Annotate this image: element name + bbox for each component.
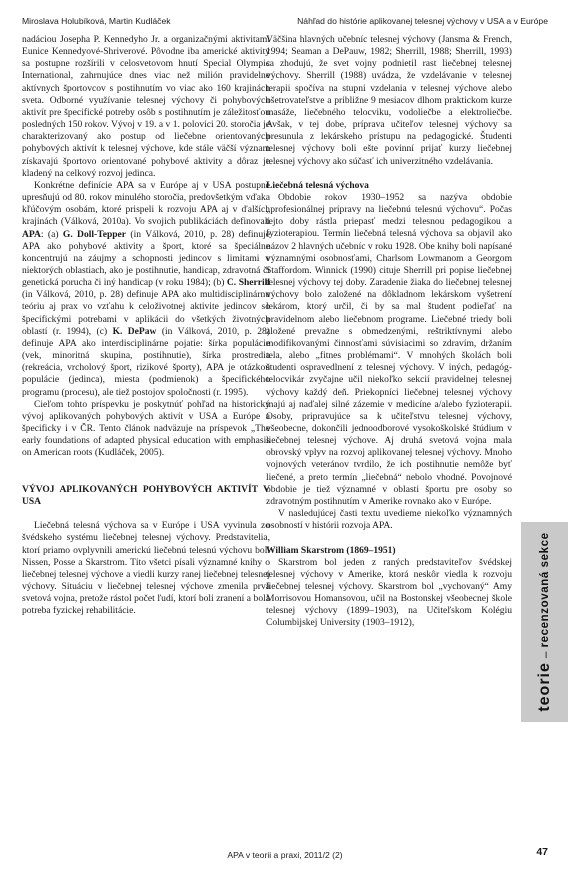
section-tab-dash: – [537,651,552,659]
spacer [266,532,512,544]
text-run: (in Válková, 2010, p. 28) definuje APA ako pohybové aktivity a šport, ktoré sa špeciálne koncentrujú na záujmy a schopnosti jedincov s limitami v niektorých oblastiach, ako je postihnutie, handicap, zdravotná či genetická porucha či iný handicap (v roku 1984); (b) [22,228,270,289]
text-run: Konkrétne definície APA sa v Európe aj v USA postupne upresňujú od 80. rokov minulého storočia, predovšetkým vďaka kľúčovým osobám, ktoré prispeli k rozvoju APA aj v ďalších krajinách (Válková, 2010a). Vo svojich publikáciách definovali [22,179,270,228]
paragraph-definitions [22,180,270,399]
spacer [266,168,512,180]
header-authors: Miroslava Holubíková, Martin Kudláček [22,16,171,26]
bold-term: APA [22,228,41,240]
text-run: (in Válková, 2010, p. 28) definuje APA ako multidisciplinárnu teóriu aj prax vo vzťahu k celoživotnej aktivite jedincov so špecifickými potrebami v aplikácii do všetkých životných oblastí (r. 1994), (c) [22,289,270,337]
section-heading: VÝVOJ APLIKOVANÝCH POHYBOVÝCH AKTIVÍT V USA [22,484,270,507]
section-tab [521,522,568,722]
section-tab-sub: recenzovaná sekce [538,532,551,648]
page-number: 47 [536,846,548,858]
footer-journal: APA v teorii a praxi, 2011/2 (2) [227,850,343,860]
paragraph: Liečebná telesná výchova sa v Európe i USA vyvinula zo švédskeho systému liečebnej telesnej výchovy. Predstavitelia, ktorí priamo ovplyvnili americkú liečebnú telesnú výchovu boli Nissen, Posse a Skarstrom. Títo všetci písali významné knihy o liečebnej telesnej výchove a viedli kurzy ranej liečebnej telesnej výchovy. Situáciu v liečebnej telesnej výchove zmenila prvá svetová vojna, pretože rástol počet ľudí, ktorí boli zranení a bola potreba fyzickej rehabilitácie. [22,520,270,617]
section-tab-label [521,522,568,722]
paragraph: V nasledujúcej časti textu uvedieme niekoľko významných osobností v histórii rozvoja APA. [266,508,512,532]
text-run: (in Válková, 2010, p. 28) definuje APA ako interdisciplinárne pojatie: šírka populácie (vek, minoritná skupina, postihnutie), šírka prostredia (rekreácia, vrcholový šport, rizikové športy), APA je otázkou populácie (jedinca), miesta (podmienok) a špecifického programu (procesu), ale tiež postojov spoločnosti (r. 1995). [22,325,270,398]
left-column [22,34,270,617]
subsection-heading: William Skarstrom (1869–1951) [266,545,396,556]
section-tab-main: teorie [535,662,553,712]
spacer [22,459,270,483]
right-column [266,34,512,630]
paragraph: Väčšina hlavných učebníc telesnej výchovy (Jansma & French, 1994; Seaman a DePauw, 1982; Sherrill, 1988; Sherrill, 1993) sa zhodujú, že svet vojny podnietil rast liečebnej telesnej výchovy. Sherrill (1988) uvádza, že vzdelávanie v telesnej terapii spočíva na stupni vzdelania v telesnej výchove alebo ošetrovateľstve a približne 9 mesiacov dlhom praktickom kurze masáže, liečebného telocviku, vodoliečbe a elektroliečbe. Avšak, v tej dobe, príprava učiteľov telesnej výchovy sa presunula z lekárskeho prístupu na pedagogické. Študenti telesnej výchovy boli ešte povinní prijať kurzy liečebnej telesnej výchovy ako súčasť ich univerzitného vzdelávania. [266,34,512,167]
bold-name: C. Sherrill [226,277,270,289]
bold-name: K. DePaw [112,325,157,337]
paragraph: nadáciou Josepha P. Kennedyho Jr. a organizačnými aktivitami Eunice Kennedyové-Shriverové. Pôvodne iba americké aktivity sa postupne rozšírili v celosvetovom hnutí Special Olympic International, zahrnujúce dnes viac než milión pravidelne aktívnych športovcov s postihnutím vo viac ako 160 krajinách sveta. Odborné využívanie telesnej výchovy či pohybových aktivít pre špecifické potreby osôb s postihnutím je záležitosťou posledných 150 rokov. Vývoj v 19. a v 1. polovici 20. storočia je charakterizovaný ako postup od liečebne orientovaných pohybových aktivít k telesnej výchove, kde stále väčší význam získavajú športovo orientované pohybové aktivity a dôraz je kladený na celkový rozvoj jedinca. [22,34,270,179]
text-run: : (a) [40,228,63,240]
paragraph: Obdobie rokov 1930–1952 sa nazýva obdobie „profesionálnej prípravy na liečebnú telesnú výchovu“. Počas tejto doby rástla priepasť medzi telesnou pedagogikou a fyzioterapiou. Termín liečebná telesná výchova sa objavil ako názov 2 hlavných učebníc v roku 1928. Obe knihy boli napísané významnými osobnosťami, Charlsom Lowmanom a Georgom Staffordom. Winnick (1990) cituje Sherrill pri popise liečebnej telesnej výchovy tej doby. Zaradenie žiaka do liečebnej telesnej výchovy bolo založené na dôkladnom lekárskom vyšetrení lekárom, ktorý určil, či by sa mal študent podieľať na pravidelnom alebo liečebnom programe. Liečebné triedy boli zložené prevažne s obmedzenými, reštriktívnymi alebo modifikovanými činnosťami súvisiacimi so zdravím, držaním tela, alebo „fitnes problémami“. V mnohých školách boli študenti ospravedlnení z telesnej výchovy. V iných, pedagóg-telocvikár zvyčajne učil niekoľko sekcií pravidelnej telesnej výchovy každý deň. Priekopníci liečebnej telesnej výchovy majú aj naďalej silné zázemie v medicíne a/alebo fyzioterapii. Osoby, pripravujúce sa k učiteľstvu telesnej výchovy, všeobecne, dokončili jednoodborové vysokoškolské štúdium v liečebnej telesnej výchove. Aj druhá svetová vojna mala obrovský vplyv na rozvoj aplikovanej telesnej výchovy. Mnoho vojnových veteránov tvrdilo, že ich postihnutie nemôže byť liečené, a preto termín „liečebná“ nebolo vhodné. Povojnové obdobie je tiež významné v oblasti športu pre osoby so zdravotným postihnutím v Amerike rovnako ako v Európe. [266,192,512,507]
header-running-title: Náhľad do histórie aplikovanej telesnej výchovy v USA a v Európe [297,16,548,26]
paragraph: Skarstrom bol jeden z raných predstaviteľov švédskej telesnej výchovy v Amerike, ktorá neskôr viedla k rozvoju liečebnej telesnej výchovy. Skarstrom bol „vychovaný“ Amy Morrisovou Homansovou, učil na Bostonskej všeobecnej škole telesnej výchovy (1899–1903), na Učiteľskom Kolégiu Columbijskej University (1903–1912), [266,556,512,629]
spacer [22,508,270,520]
subsection-heading: Liečebná telesná výchova [266,180,369,191]
bold-name: G. Doll-Tepper [62,228,127,240]
paragraph: Cieľom tohto príspevku je poskytnúť pohľad na historický vývoj aplikovaných pohybových aktivít v USA a Európe a špecificky i v ČR. Tento článok nadväzuje na príspevok „The early foundations of adapted physical education with emphasis on American roots (Kudláček, 2005). [22,398,270,459]
running-header [22,16,548,30]
